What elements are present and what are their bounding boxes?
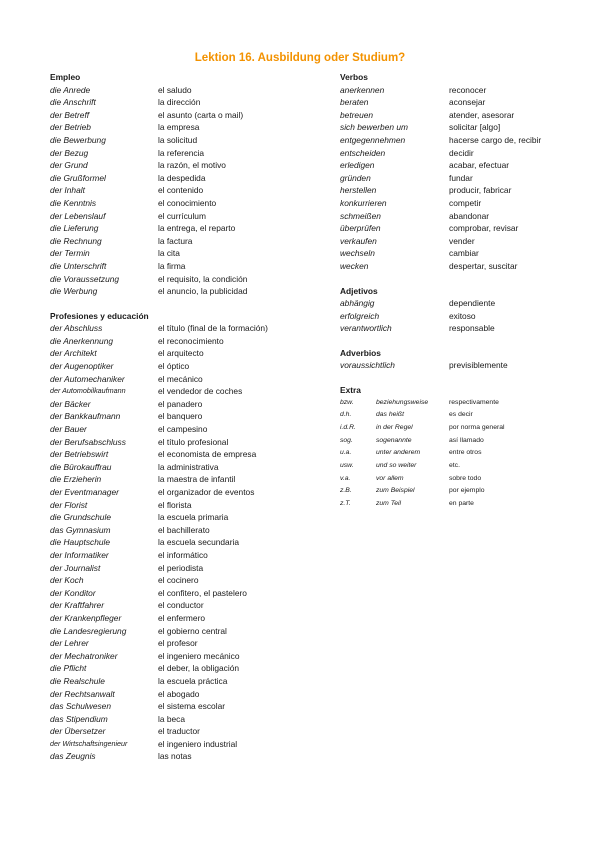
spanish-translation: la referencia xyxy=(158,147,205,158)
spanish-translation: la escuela secundaria xyxy=(158,537,240,548)
expansion: zum Teil xyxy=(376,500,402,508)
section-heading: Adjetivos xyxy=(340,285,378,296)
spanish-translation: la solicitud xyxy=(158,134,198,145)
german-term: konkurrieren xyxy=(340,197,387,208)
vocab-row xyxy=(50,197,290,210)
spanish-translation: la firma xyxy=(158,260,186,271)
spanish-translation: el anuncio, la publicidad xyxy=(158,286,248,297)
german-term: die Anrede xyxy=(50,84,91,95)
spanish-translation: reconocer xyxy=(449,84,487,95)
vocab-row xyxy=(340,498,570,511)
vocab-row xyxy=(50,273,290,286)
german-term: der Florist xyxy=(50,499,88,510)
vocab-row xyxy=(50,247,290,260)
vocab-row xyxy=(50,373,290,386)
spanish-translation: abandonar xyxy=(449,210,490,221)
vocab-row xyxy=(50,134,290,147)
vocab-row xyxy=(50,511,290,524)
vocab-row xyxy=(340,359,570,372)
german-term: der Inhalt xyxy=(50,185,85,196)
page-title: Lektion 16. Ausbildung oder Studium? xyxy=(194,52,406,64)
vocab-row xyxy=(50,96,290,109)
spanish-translation: fundar xyxy=(449,172,473,183)
german-term: der Architekt xyxy=(50,348,97,359)
german-term: die Pflicht xyxy=(50,663,87,674)
spanish-translation: la empresa xyxy=(158,122,200,133)
vocab-row xyxy=(50,210,290,223)
vocab-row xyxy=(340,109,570,122)
spanish-translation: el óptico xyxy=(158,361,190,372)
vocab-row xyxy=(50,84,290,97)
german-term: die Realschule xyxy=(50,675,105,686)
vocab-row xyxy=(50,725,290,738)
spanish-translation: solicitar [algo] xyxy=(449,122,501,133)
abbreviation: z.B. xyxy=(340,487,352,495)
vocab-row xyxy=(340,235,570,248)
spanish-translation: dependiente xyxy=(449,298,496,309)
german-term: der Bankkaufmann xyxy=(50,411,121,422)
vocab-row xyxy=(50,260,290,273)
right-column xyxy=(340,71,570,523)
vocab-row xyxy=(50,147,290,160)
german-term: das Stipendium xyxy=(50,713,108,724)
spanish-translation: las notas xyxy=(158,751,192,762)
spanish-translation: la beca xyxy=(158,713,186,724)
german-term: entgegennehmen xyxy=(340,134,406,145)
german-term: wechseln xyxy=(340,248,375,259)
german-term: die Bewerbung xyxy=(50,134,106,145)
spanish-translation: el título (final de la formación) xyxy=(158,323,268,334)
german-term: gründen xyxy=(340,172,371,183)
vocab-row xyxy=(50,398,290,411)
german-term: die Bürokauffrau xyxy=(50,461,112,472)
abbreviation: usw. xyxy=(340,462,354,470)
german-term: das Zeugnis xyxy=(50,751,96,762)
german-term: der Mechatroniker xyxy=(50,650,118,661)
spanish-translation: la dirección xyxy=(158,97,201,108)
section-verbos xyxy=(340,71,570,273)
section-heading: Adverbios xyxy=(340,347,381,358)
spanish-translation: el panadero xyxy=(158,398,203,409)
vocab-row xyxy=(50,436,290,449)
section-heading: Profesiones y educación xyxy=(50,310,149,321)
spanish-translation: la administrativa xyxy=(158,461,219,472)
german-term: der Wirtschaftsingenieur xyxy=(50,738,128,748)
german-term: die Unterschrift xyxy=(50,260,107,271)
vocab-row xyxy=(50,322,290,335)
german-term: der Konditor xyxy=(50,587,96,598)
vocab-row xyxy=(50,121,290,134)
spanish-translation: aconsejar xyxy=(449,97,486,108)
spanish-translation: el conductor xyxy=(158,600,204,611)
spanish-translation: el asunto (carta o mail) xyxy=(158,109,244,120)
vocab-row xyxy=(50,562,290,575)
vocab-row xyxy=(50,360,290,373)
vocab-row xyxy=(50,159,290,172)
expansion: beziehungsweise xyxy=(376,398,429,406)
german-term: überprüfen xyxy=(340,223,381,234)
spanish-translation: despertar, suscitar xyxy=(449,260,518,271)
spanish-translation: el gobierno central xyxy=(158,625,227,636)
vocab-row xyxy=(340,473,570,486)
spanish-translation: comprobar, revisar xyxy=(449,223,519,234)
spanish-translation: el cocinero xyxy=(158,575,199,586)
spanish-translation: el reconocimiento xyxy=(158,335,224,346)
section-adjetivos xyxy=(340,285,570,335)
german-term: der Augenoptiker xyxy=(50,361,114,372)
german-term: der Automechaniker xyxy=(50,373,125,384)
vocab-row xyxy=(340,310,570,323)
german-term: anerkennen xyxy=(340,84,385,95)
vocab-row xyxy=(50,235,290,248)
german-term: der Lebenslauf xyxy=(50,210,106,221)
vocab-row xyxy=(340,247,570,260)
german-term: die Werbung xyxy=(50,286,98,297)
spanish-translation: la despedida xyxy=(158,172,206,183)
vocab-row xyxy=(50,499,290,512)
german-term: der Eventmanager xyxy=(50,487,119,497)
vocab-row xyxy=(50,184,290,197)
german-term: verkaufen xyxy=(340,235,377,246)
vocab-row xyxy=(50,524,290,537)
abbreviation: sog. xyxy=(340,436,353,444)
spanish-translation: el vendedor de coches xyxy=(158,386,243,397)
spanish-translation: etc. xyxy=(449,462,460,470)
german-term: der Kraftfahrer xyxy=(50,600,104,611)
vocab-row xyxy=(340,397,570,410)
german-term: der Automobilkaufmann xyxy=(50,386,126,396)
german-term: der Betreff xyxy=(50,109,90,120)
vocab-row xyxy=(50,448,290,461)
spanish-translation: la entrega, el reparto xyxy=(158,223,236,234)
vocab-row xyxy=(50,713,290,726)
spanish-translation: el contenido xyxy=(158,185,204,196)
spanish-translation: es decir xyxy=(449,411,473,419)
expansion: das heißt xyxy=(376,411,404,419)
german-term: beraten xyxy=(340,97,369,108)
spanish-translation: producir, fabricar xyxy=(449,185,512,196)
section-heading: Empleo xyxy=(50,72,81,82)
abbreviation: z.T. xyxy=(340,500,351,508)
expansion: und so weiter xyxy=(376,462,417,470)
spanish-translation: atender, asesorar xyxy=(449,109,515,120)
vocab-row xyxy=(50,222,290,235)
abbreviation: u.a. xyxy=(340,449,352,457)
german-term: der Übersetzer xyxy=(50,726,106,737)
german-term: der Betriebswirt xyxy=(50,449,109,460)
vocab-row xyxy=(340,96,570,109)
vocab-row xyxy=(340,409,570,422)
vocab-row xyxy=(50,285,290,298)
german-term: wecken xyxy=(340,260,369,271)
german-term: abhängig xyxy=(340,298,375,309)
german-term: die Grundschule xyxy=(50,512,111,523)
vocab-row xyxy=(50,675,290,688)
vocab-row xyxy=(50,612,290,625)
vocab-row xyxy=(50,549,290,562)
abbreviation: v.a. xyxy=(340,474,351,482)
spanish-translation: por ejemplo xyxy=(449,487,485,495)
expansion: zum Beispiel xyxy=(376,487,415,495)
spanish-translation: la razón, el motivo xyxy=(158,160,226,171)
expansion: sogenannte xyxy=(376,436,412,444)
vocab-row xyxy=(340,184,570,197)
german-term: die Anschrift xyxy=(50,97,96,108)
vocab-row xyxy=(50,536,290,549)
vocab-row xyxy=(50,625,290,638)
vocab-row xyxy=(50,662,290,675)
spanish-translation: acabar, efectuar xyxy=(449,160,510,171)
spanish-translation: el abogado xyxy=(158,688,200,699)
spanish-translation: el informático xyxy=(158,549,208,560)
vocab-row xyxy=(340,147,570,160)
spanish-translation: la cita xyxy=(158,248,180,259)
german-term: der Rechtsanwalt xyxy=(50,688,115,699)
vocab-row xyxy=(340,197,570,210)
german-term: der Koch xyxy=(50,575,84,586)
left-column xyxy=(50,71,290,775)
spanish-translation: el organizador de eventos xyxy=(158,487,255,497)
german-term: der Journalist xyxy=(50,562,101,573)
spanish-translation: la escuela primaria xyxy=(158,512,229,523)
german-term: die Grußformel xyxy=(50,172,106,183)
german-term: die Rechnung xyxy=(50,235,102,246)
german-term: die Kenntnis xyxy=(50,197,97,208)
expansion: unter anderem xyxy=(376,449,421,457)
spanish-translation: el título profesional xyxy=(158,436,229,447)
section-adverbios xyxy=(340,347,570,372)
expansion: vor allem xyxy=(376,474,404,482)
vocab-row xyxy=(340,460,570,473)
vocab-row xyxy=(340,159,570,172)
spanish-translation: así llamado xyxy=(449,436,484,444)
abbreviation: d.h. xyxy=(340,411,352,419)
vocab-row xyxy=(50,750,290,763)
spanish-translation: la maestra de infantil xyxy=(158,474,236,485)
spanish-translation: el economista de empresa xyxy=(158,449,257,460)
vocab-row xyxy=(50,347,290,360)
german-term: der Informatiker xyxy=(50,549,109,560)
vocab-row xyxy=(340,422,570,435)
vocab-row xyxy=(340,134,570,147)
spanish-translation: el profesor xyxy=(158,638,198,649)
german-term: sich bewerben um xyxy=(340,122,408,133)
german-term: voraussichtlich xyxy=(340,360,395,371)
spanish-translation: el deber, la obligación xyxy=(158,663,240,674)
german-term: der Lehrer xyxy=(50,638,89,649)
spanish-translation: el confitero, el pastelero xyxy=(158,587,247,598)
spanish-translation: el conocimiento xyxy=(158,197,217,208)
vocab-row xyxy=(50,688,290,701)
vocab-row xyxy=(340,260,570,273)
vocab-row xyxy=(340,297,570,310)
german-term: die Landesregierung xyxy=(50,625,127,636)
german-term: die Voraussetzung xyxy=(50,273,120,284)
spanish-translation: el florista xyxy=(158,499,192,510)
spanish-translation: el bachillerato xyxy=(158,524,210,535)
section-heading: Verbos xyxy=(340,72,368,82)
spanish-translation: responsable xyxy=(449,323,495,334)
spanish-translation: el ingeniero industrial xyxy=(158,738,238,749)
vocab-row xyxy=(50,461,290,474)
german-term: der Grund xyxy=(50,160,88,171)
german-term: der Termin xyxy=(50,248,90,259)
german-term: der Bauer xyxy=(50,424,87,435)
spanish-translation: previsiblemente xyxy=(449,360,508,371)
vocab-row xyxy=(50,486,290,499)
section-empleo xyxy=(50,71,290,298)
spanish-translation: el traductor xyxy=(158,726,200,737)
german-term: die Anerkennung xyxy=(50,335,114,346)
vocab-row xyxy=(340,84,570,97)
german-term: schmeißen xyxy=(340,210,381,221)
german-term: erledigen xyxy=(340,160,375,171)
spanish-translation: la factura xyxy=(158,235,193,246)
spanish-translation: el requisito, la condición xyxy=(158,273,248,284)
section-heading: Extra xyxy=(340,385,361,396)
vocab-row xyxy=(340,210,570,223)
spanish-translation: el arquitecto xyxy=(158,348,204,359)
spanish-translation: la escuela práctica xyxy=(158,675,228,686)
vocab-row xyxy=(50,109,290,122)
spanish-translation: competir xyxy=(449,197,482,208)
spanish-translation: exitoso xyxy=(449,310,476,321)
spanish-translation: sobre todo xyxy=(449,474,482,482)
german-term: betreuen xyxy=(340,109,374,120)
german-term: der Betrieb xyxy=(50,122,91,133)
german-term: das Gymnasium xyxy=(50,524,111,535)
spanish-translation: el sistema escolar xyxy=(158,701,226,712)
spanish-translation: el enfermero xyxy=(158,612,206,623)
spanish-translation: en parte xyxy=(449,500,474,508)
vocab-row xyxy=(340,121,570,134)
vocab-row xyxy=(340,222,570,235)
german-term: erfolgreich xyxy=(340,310,380,321)
spanish-translation: decidir xyxy=(449,147,474,158)
vocab-row xyxy=(50,335,290,348)
vocab-row xyxy=(340,172,570,185)
vocab-row xyxy=(50,738,290,751)
german-term: die Erzieherin xyxy=(50,474,102,485)
spanish-translation: el ingeniero mecánico xyxy=(158,650,240,661)
vocab-row xyxy=(50,423,290,436)
vocab-row xyxy=(50,172,290,185)
vocab-row xyxy=(50,574,290,587)
section-profesiones-y-educacion xyxy=(50,310,290,763)
german-term: der Krankenpfleger xyxy=(50,612,122,623)
spanish-translation: el currículum xyxy=(158,210,206,221)
vocab-row xyxy=(340,447,570,460)
german-term: der Bäcker xyxy=(50,398,91,409)
vocab-row xyxy=(50,637,290,650)
spanish-translation: vender xyxy=(449,235,475,246)
vocab-row xyxy=(50,385,290,398)
spanish-translation: entre otros xyxy=(449,449,482,457)
vocab-row xyxy=(340,322,570,335)
german-term: das Schulwesen xyxy=(50,701,111,712)
vocab-row xyxy=(50,587,290,600)
spanish-translation: por norma general xyxy=(449,424,505,432)
german-term: die Lieferung xyxy=(50,223,99,234)
spanish-translation: respectivamente xyxy=(449,398,499,406)
spanish-translation: el mecánico xyxy=(158,373,203,384)
german-term: herstellen xyxy=(340,185,377,196)
abbreviation: bzw. xyxy=(340,398,354,406)
vocab-row xyxy=(340,435,570,448)
vocab-row xyxy=(50,473,290,486)
spanish-translation: el campesino xyxy=(158,424,208,435)
vocab-row xyxy=(50,650,290,663)
german-term: der Berufsabschluss xyxy=(50,436,126,447)
german-term: verantwortlich xyxy=(340,323,392,334)
expansion: in der Regel xyxy=(376,424,413,432)
spanish-translation: cambiar xyxy=(449,248,479,259)
german-term: entscheiden xyxy=(340,147,386,158)
abbreviation: i.d.R. xyxy=(340,424,356,432)
spanish-translation: el periodista xyxy=(158,562,204,573)
vocab-row xyxy=(50,410,290,423)
vocab-row xyxy=(50,700,290,713)
spanish-translation: el saludo xyxy=(158,84,192,95)
vocab-row xyxy=(340,485,570,498)
spanish-translation: hacerse cargo de, recibir xyxy=(449,134,542,145)
german-term: der Bezug xyxy=(50,147,89,158)
section-extra xyxy=(340,384,570,511)
german-term: der Abschluss xyxy=(50,323,103,334)
spanish-translation: el banquero xyxy=(158,411,203,422)
vocab-row xyxy=(50,599,290,612)
german-term: die Hauptschule xyxy=(50,537,111,548)
